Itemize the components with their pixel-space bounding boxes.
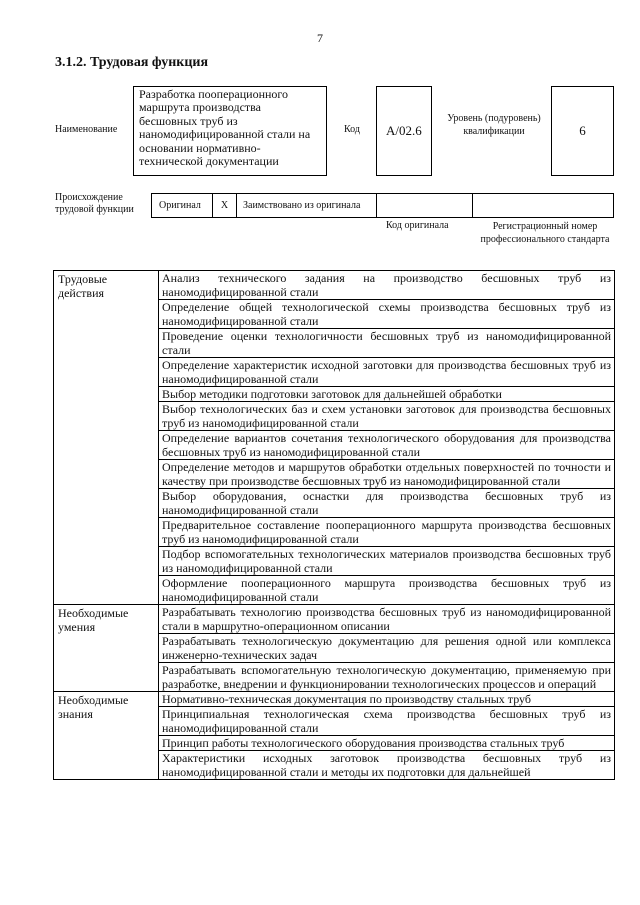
item-cell: Определение вариантов сочетания технологического оборудования для производства бесшовных труб из наномодифицированной стали	[159, 431, 615, 460]
page-number: 7	[317, 31, 323, 45]
borrowed-option: Заимствовано из оригинала	[237, 194, 377, 217]
qualification-level-box: 6	[551, 86, 614, 176]
item-cell: Нормативно-техническая документация по производству стальных труб	[159, 692, 615, 707]
item-cell: Выбор оборудования, оснастки для производства бесшовных труб из наномодифицированной стали	[159, 489, 615, 518]
item-cell: Определение характеристик исходной заготовки для производства бесшовных труб из наномодифицированной стали	[159, 358, 615, 387]
function-name-box: Разработка пооперационного маршрута производства бесшовных труб из наномодифицированной стали на основании нормативно-технической документации	[133, 86, 327, 176]
original-code-cell	[377, 194, 473, 217]
original-code-caption: Код оригинала	[386, 220, 449, 231]
item-cell: Характеристики исходных заготовок производства бесшовных труб из наномодифицированной стали и методы их подготовки для дальнейшей	[159, 751, 615, 780]
item-cell: Выбор методики подготовки заготовок для дальнейшей обработки	[159, 387, 615, 402]
category-cell: Необходимые умения	[54, 605, 159, 692]
table-row	[54, 271, 615, 300]
item-cell: Оформление пооперационного маршрута производства бесшовных труб из наномодифицированной стали	[159, 576, 615, 605]
origin-mark: X	[213, 194, 237, 217]
origin-table	[151, 193, 614, 218]
table-row	[54, 605, 615, 634]
item-cell: Разрабатывать вспомогательную технологическую документацию, применяемую при разработке, внедрении и функционировании технологических процессов и операций	[159, 663, 615, 692]
item-cell: Принцип работы технологического оборудования производства стальных труб	[159, 736, 615, 751]
item-cell: Подбор вспомогательных технологических материалов производства бесшовных труб из наномодифицированной стали	[159, 547, 615, 576]
item-cell: Проведение оценки технологичности бесшовных труб из наномодифицированной стали	[159, 329, 615, 358]
origin-option: Оригинал	[152, 194, 213, 217]
function-details-table	[53, 270, 615, 780]
section-title: 3.1.2. Трудовая функция	[55, 55, 209, 70]
code-value-box: A/02.6	[376, 86, 432, 176]
item-cell: Принципиальная технологическая схема производства бесшовных труб из наномодифицированной стали	[159, 707, 615, 736]
qualification-level-label: Уровень (подуровень) квалификации	[447, 113, 541, 137]
item-cell: Определение общей технологической схемы производства бесшовных труб из наномодифицированной стали	[159, 300, 615, 329]
category-cell: Трудовые действия	[54, 271, 159, 605]
item-cell: Разрабатывать технологическую документацию для решения одной или комплекса инженерно-технических задач	[159, 634, 615, 663]
registration-number-cell	[473, 194, 613, 217]
item-cell: Анализ технического задания на производство бесшовных труб из наномодифицированной стали	[159, 271, 615, 300]
item-cell: Определение методов и маршрутов обработки отдельных поверхностей по точности и качеству при производстве бесшовных труб из наномодифицированной стали	[159, 460, 615, 489]
item-cell: Выбор технологических баз и схем установки заготовок для производства бесшовных труб из наномодифицированной стали	[159, 402, 615, 431]
item-cell: Предварительное составление пооперационного маршрута производства бесшовных труб из наномодифицированной стали	[159, 518, 615, 547]
origin-label: Происхождение трудовой функции	[55, 192, 134, 215]
table-row	[54, 692, 615, 707]
name-label: Наименование	[55, 124, 118, 135]
code-label: Код	[344, 124, 360, 135]
item-cell: Разрабатывать технологию производства бесшовных труб из наномодифицированной стали в маршрутно-операционном описании	[159, 605, 615, 634]
category-cell: Необходимые знания	[54, 692, 159, 780]
registration-number-caption: Регистрационный номер профессионального стандарта	[480, 221, 610, 245]
